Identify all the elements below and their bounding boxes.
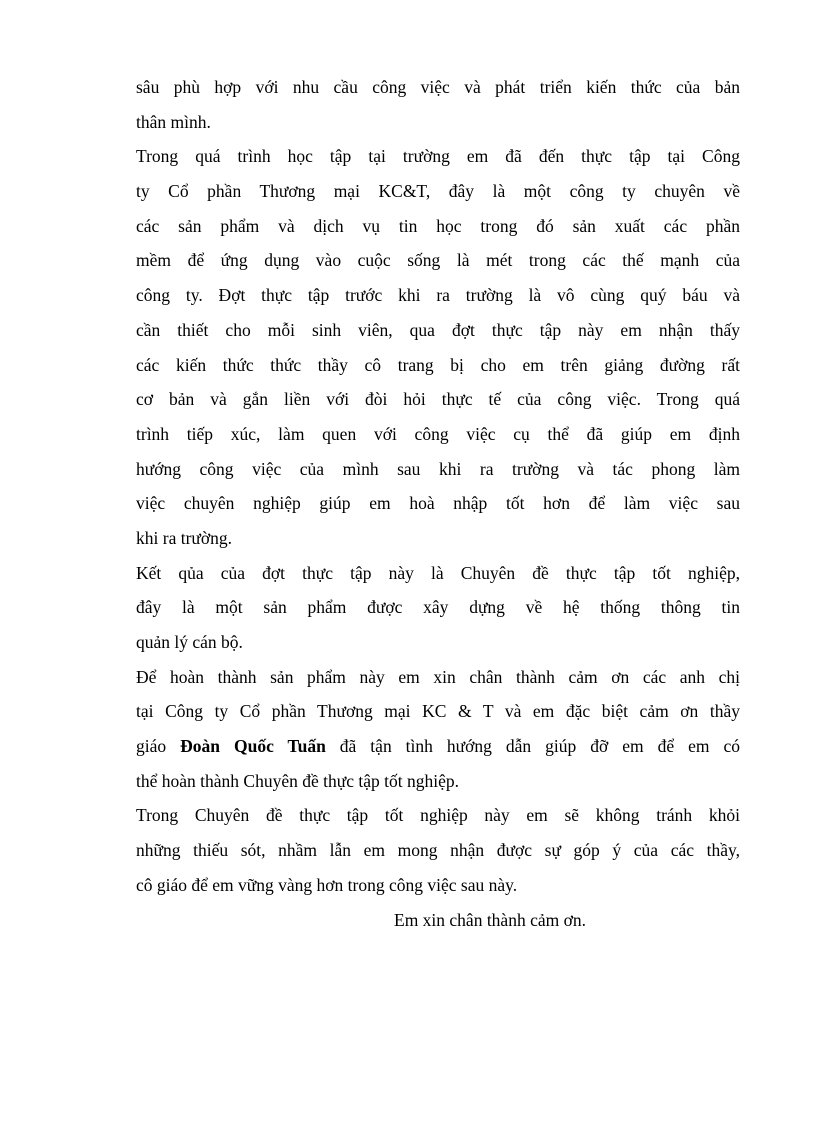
text-line: trình tiếp xúc, làm quen với công việc cụ thể đã giúp em định	[136, 423, 740, 444]
text-line: mềm để ứng dụng vào cuộc sống là mét trong các thế mạnh của	[136, 250, 740, 271]
text-line: quản lý cán bộ.	[136, 632, 243, 652]
text-line: tại Công ty Cổ phần Thương mại KC & T và em đặc biệt cảm ơn thầy	[136, 701, 740, 722]
advisor-name: Đoàn Quốc Tuấn	[180, 736, 326, 757]
text-line: các sản phẩm và dịch vụ tin học trong đó sản xuất các phần	[136, 215, 740, 236]
text-line: hướng công việc của mình sau khi ra trường và tác phong làm	[136, 458, 740, 479]
text-line: Kết qủa của đợt thực tập này là Chuyên đề thực tập tốt nghiệp,	[136, 562, 740, 583]
text-line: các kiến thức thức thầy cô trang bị cho em trên giảng đường rất	[136, 354, 740, 375]
text-line: việc chuyên nghiệp giúp em hoà nhập tốt hơn để làm việc sau	[136, 493, 740, 514]
text-line: những thiếu sót, nhầm lẫn em mong nhận được sự góp ý của các thầy,	[136, 840, 740, 861]
text-line: thể hoàn thành Chuyên đề thực tập tốt nghiệp.	[136, 770, 459, 791]
paragraph-4	[136, 660, 740, 799]
paragraph-3	[136, 556, 740, 660]
paragraph-5	[136, 798, 740, 902]
text-line: đây là một sản phẩm được xây dựng về hệ thống thông tin	[136, 597, 740, 618]
closing-line: Em xin chân thành cảm ơn.	[394, 909, 586, 930]
text-line: Trong Chuyên đề thực tập tốt nghiệp này em sẽ không tránh khỏi	[136, 805, 740, 826]
text-line: sâu phù hợp với nhu cầu công việc và phát triển kiến thức của bản	[136, 77, 740, 97]
text-line: Trong quá trình học tập tại trường em đã đến thực tập tại Công	[136, 146, 740, 167]
text-segment: giáo	[136, 736, 181, 757]
text-line: cô giáo để em vững vàng hơn trong công việc sau này.	[136, 874, 518, 895]
text-line: thân mình.	[136, 111, 211, 132]
text-line: ty Cổ phần Thương mại KC&T, đây là một công ty chuyên về	[136, 181, 740, 202]
paragraph-1	[136, 70, 740, 139]
document-body	[136, 70, 740, 937]
text-line: công ty. Đợt thực tập trước khi ra trường là vô cùng quý báu và	[136, 285, 740, 306]
text-line: cần thiết cho mỗi sinh viên, qua đợt thực tập này em nhận thấy	[136, 319, 740, 340]
text-line: Để hoàn thành sản phẩm này em xin chân thành cảm ơn các anh chị	[136, 666, 740, 687]
text-line: cơ bản và gắn liền với đòi hỏi thực tế của công việc. Trong quá	[136, 389, 740, 410]
text-line: khi ra trường.	[136, 527, 233, 548]
text-line	[136, 729, 740, 764]
text-segment: đã tận tình hướng dẫn giúp đỡ em để em có	[325, 736, 740, 757]
paragraph-2	[136, 139, 740, 555]
